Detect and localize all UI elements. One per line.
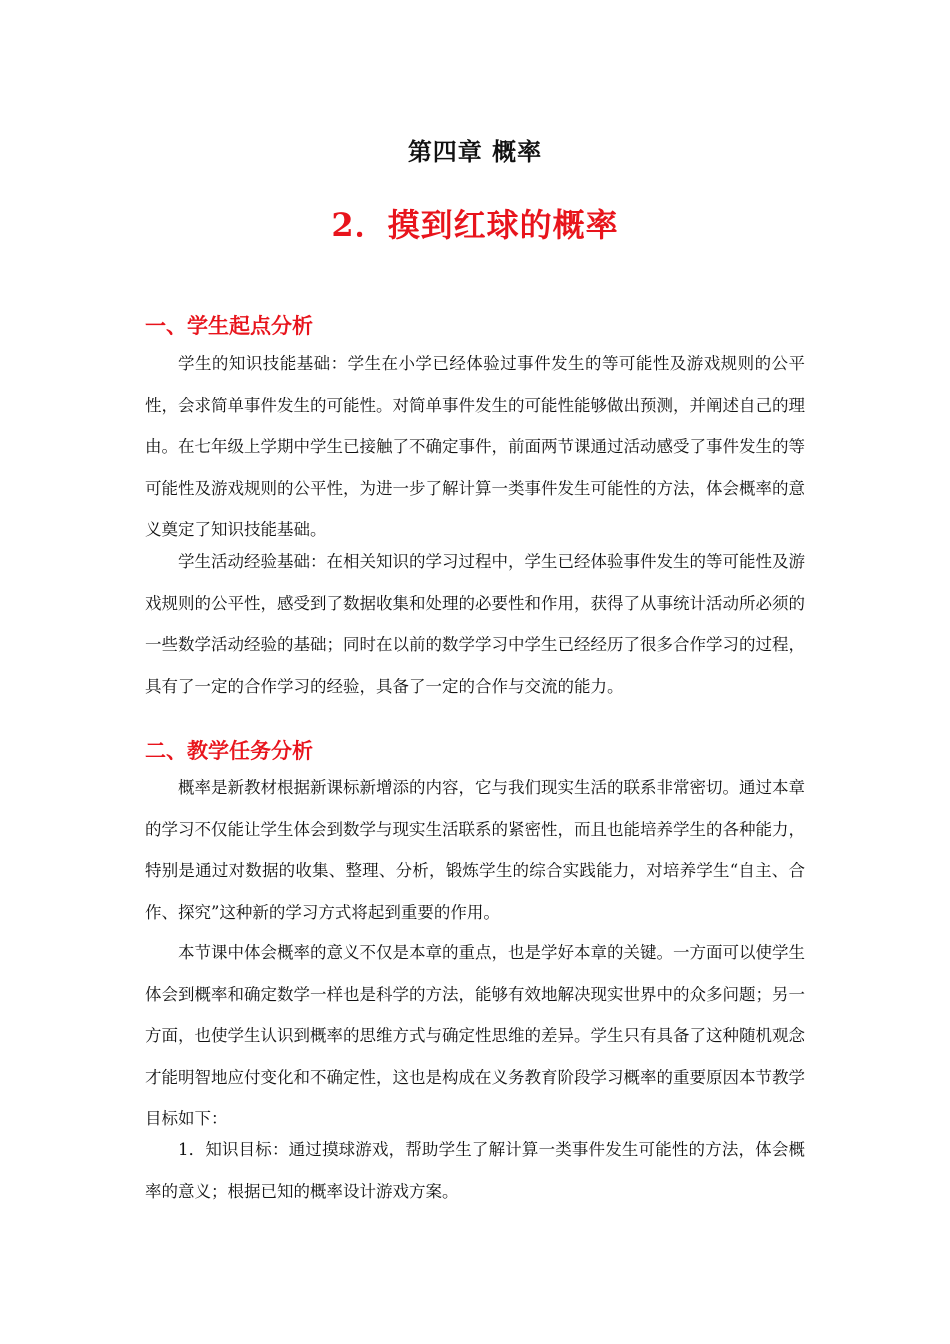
section-heading-student-analysis: 一、学生起点分析 (145, 313, 313, 338)
paragraph-lesson-focus: 本节课中体会概率的意义不仅是本章的重点，也是学好本章的关键。一方面可以使学生体会到概率和确定数学一样也是科学的方法，能够有效地解决现实世界中的众多问题；另一方面，也使学生认识到概率的思维方式与确定性思维的差异。学生只有具备了这种随机观念才能明智地应付变化和不确定性，这也是构成在义务教育阶段学习概率的重要原因本节教学目标如下： (145, 943, 805, 1128)
chapter-title: 第四章 概率 (407, 137, 543, 166)
paragraph-experience-basis: 学生活动经验基础：在相关知识的学习过程中，学生已经体验事件发生的等可能性及游戏规则的公平性，感受到了数据收集和处理的必要性和作用，获得了从事统计活动所必须的一些数学活动经验的基础；同时在以前的数学学习中学生已经经历了很多合作学习的过程，具有了一定的合作学习的经验，具备了一定的合作与交流的能力。 (145, 552, 805, 696)
paragraph-probability-intro: 概率是新教材根据新课标新增添的内容，它与我们现实生活的联系非常密切。通过本章的学习不仅能让学生体会到数学与现实生活联系的紧密性，而且也能培养学生的各种能力，特别是通过对数据的收集、整理、分析，锻炼学生的综合实践能力，对培养学生“自主、合作、探究”这种新的学习方式将起到重要的作用。 (145, 778, 805, 922)
lesson-title: 2．摸到红球的概率 (331, 206, 619, 244)
paragraph-knowledge-basis: 学生的知识技能基础：学生在小学已经体验过事件发生的等可能性及游戏规则的公平性，会求简单事件发生的可能性。对简单事件发生的可能性能够做出预测，并阐述自己的理由。在七年级上学期中学生已接触了不确定事件，前面两节课通过活动感受了事件发生的等可能性及游戏规则的公平性，为进一步了解计算一类事件发生可能性的方法，体会概率的意义奠定了知识技能基础。 (145, 354, 805, 539)
paragraph-knowledge-goal: 1．知识目标：通过摸球游戏，帮助学生了解计算一类事件发生可能性的方法，体会概率的意义；根据已知的概率设计游戏方案。 (145, 1140, 805, 1201)
section-heading-task-analysis: 二、教学任务分析 (145, 738, 313, 763)
